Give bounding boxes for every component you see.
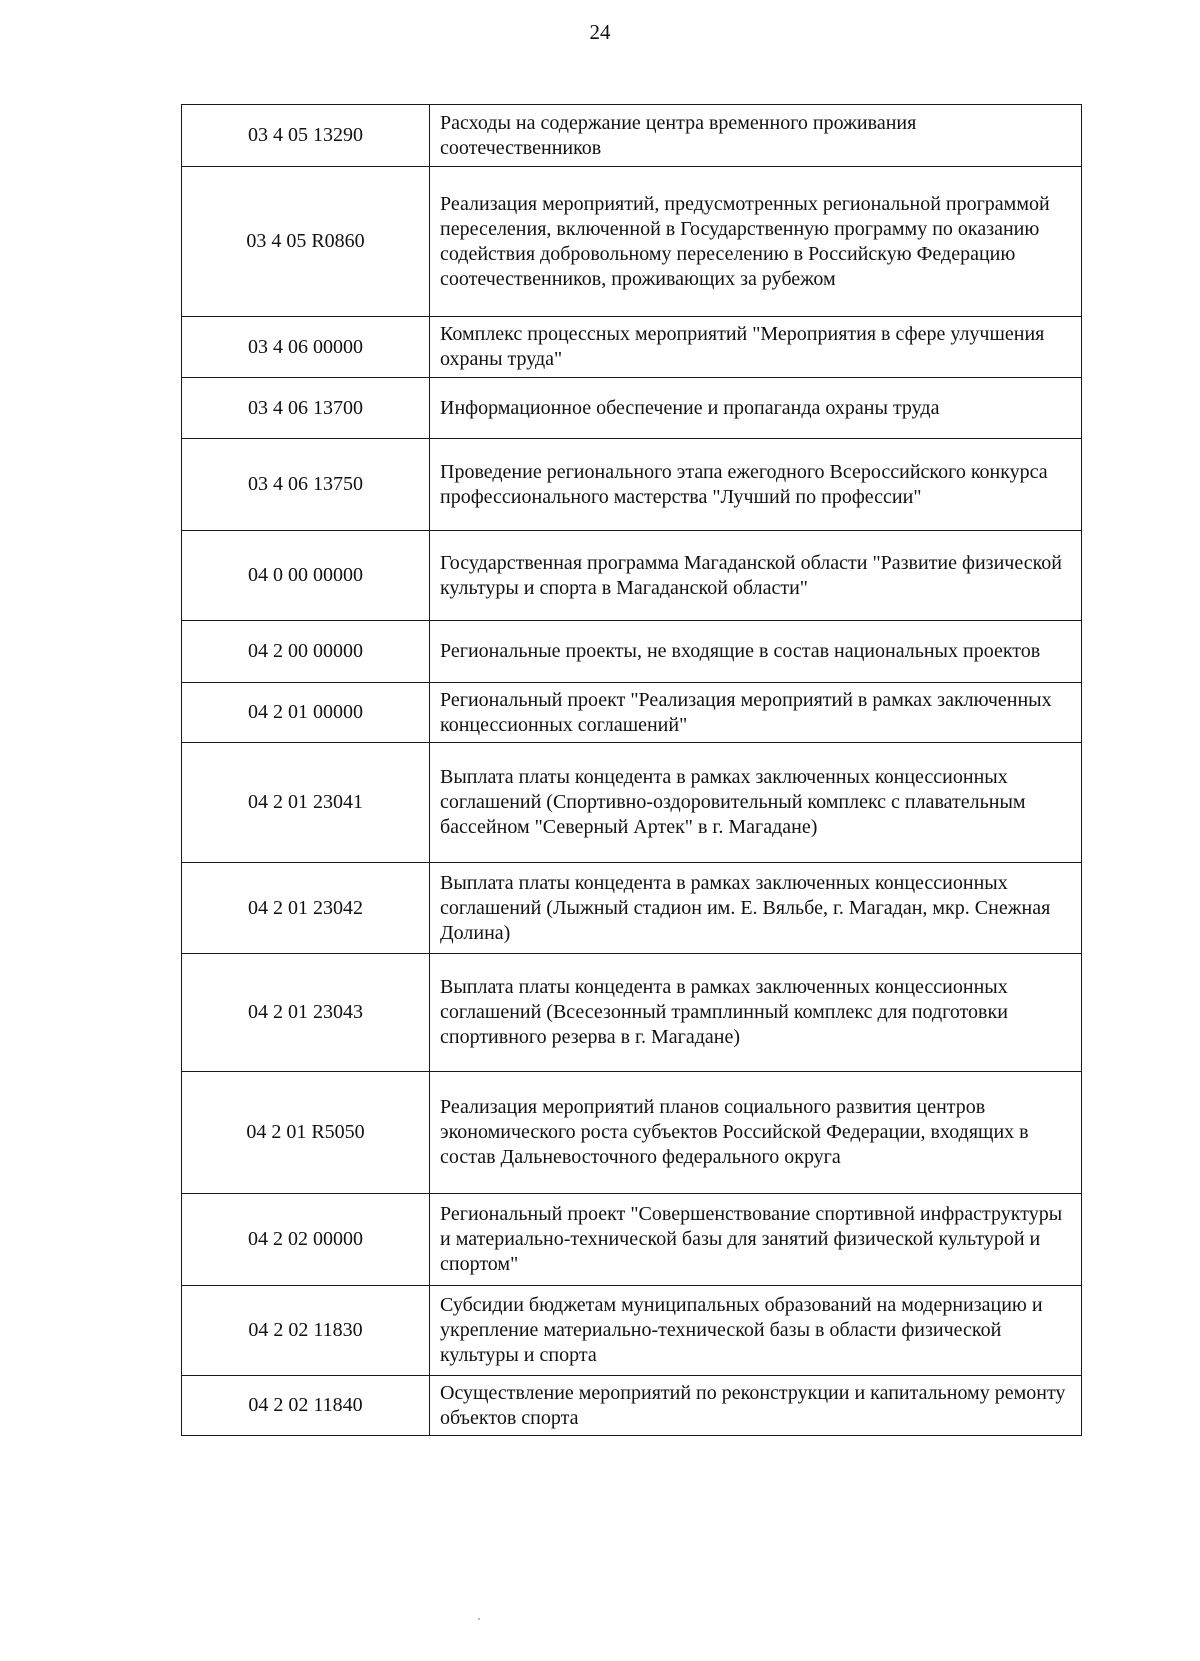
row-code: 04 2 01 23042 bbox=[182, 863, 430, 954]
table-row bbox=[182, 167, 1082, 317]
table-row bbox=[182, 1286, 1082, 1376]
row-description: Информационное обеспечение и пропаганда охраны труда bbox=[430, 378, 1082, 439]
row-code: 03 4 05 13290 bbox=[182, 105, 430, 167]
page-number: 24 bbox=[589, 20, 611, 44]
table-row bbox=[182, 531, 1082, 621]
table-row bbox=[182, 863, 1082, 954]
table-row bbox=[182, 105, 1082, 167]
row-code: 04 2 02 11830 bbox=[182, 1286, 430, 1376]
row-code: 04 2 01 00000 bbox=[182, 683, 430, 743]
row-code: 04 2 01 23043 bbox=[182, 954, 430, 1072]
table-row bbox=[182, 1072, 1082, 1194]
row-code: 04 2 02 00000 bbox=[182, 1194, 430, 1286]
table-row bbox=[182, 439, 1082, 531]
row-description: Выплата платы концедента в рамках заключенных концессионных соглашений (Спортивно-оздоровительный комплекс с плавательным бассейном "Северный Артек" в г. Магадане) bbox=[430, 743, 1082, 863]
table-row bbox=[182, 378, 1082, 439]
row-description: Выплата платы концедента в рамках заключенных концессионных соглашений (Всесезонный трамплинный комплекс для подготовки спортивного резерва в г. Магадане) bbox=[430, 954, 1082, 1072]
row-description: Региональный проект "Реализация мероприятий в рамках заключенных концессионных соглашений" bbox=[430, 683, 1082, 743]
row-code: 03 4 06 00000 bbox=[182, 317, 430, 378]
table-row bbox=[182, 317, 1082, 378]
row-description: Комплекс процессных мероприятий "Мероприятия в сфере улучшения охраны труда" bbox=[430, 317, 1082, 378]
row-description: Региональные проекты, не входящие в состав национальных проектов bbox=[430, 621, 1082, 683]
row-code: 04 2 02 11840 bbox=[182, 1376, 430, 1436]
row-description: Государственная программа Магаданской области "Развитие физической культуры и спорта в Магаданской области" bbox=[430, 531, 1082, 621]
row-description: Реализация мероприятий планов социального развития центров экономического роста субъектов Российской Федерации, входящих в состав Дальневосточного федерального округа bbox=[430, 1072, 1082, 1194]
budget-classification-table bbox=[181, 104, 1082, 1436]
row-code: 04 2 01 R5050 bbox=[182, 1072, 430, 1194]
row-description: Расходы на содержание центра временного проживания соотечественников bbox=[430, 105, 1082, 167]
table-row bbox=[182, 1376, 1082, 1436]
row-description: Осуществление мероприятий по реконструкции и капитальному ремонту объектов спорта bbox=[430, 1376, 1082, 1436]
row-code: 03 4 06 13700 bbox=[182, 378, 430, 439]
table-row bbox=[182, 1194, 1082, 1286]
row-description: Выплата платы концедента в рамках заключенных концессионных соглашений (Лыжный стадион им. Е. Вяльбе, г. Магадан, мкр. Снежная Долина) bbox=[430, 863, 1082, 954]
row-code: 03 4 05 R0860 bbox=[182, 167, 430, 317]
table-row bbox=[182, 954, 1082, 1072]
table-row bbox=[182, 743, 1082, 863]
row-code: 03 4 06 13750 bbox=[182, 439, 430, 531]
table-row bbox=[182, 683, 1082, 743]
row-description: Региональный проект "Совершенствование спортивной инфраструктуры и материально-технической базы для занятий физической культурой и спортом" bbox=[430, 1194, 1082, 1286]
row-description: Реализация мероприятий, предусмотренных региональной программой переселения, включенной в Государственную программу по оказанию содействия добровольному переселению в Российскую Федерацию соотечественников, проживающих за рубежом bbox=[430, 167, 1082, 317]
row-description: Субсидии бюджетам муниципальных образований на модернизацию и укрепление материально-технической базы в области физической культуры и спорта bbox=[430, 1286, 1082, 1376]
row-code: 04 2 00 00000 bbox=[182, 621, 430, 683]
row-code: 04 2 01 23041 bbox=[182, 743, 430, 863]
table-row bbox=[182, 621, 1082, 683]
row-code: 04 0 00 00000 bbox=[182, 531, 430, 621]
scan-speck bbox=[478, 1618, 480, 1620]
row-description: Проведение регионального этапа ежегодного Всероссийского конкурса профессионального мастерства "Лучший по профессии" bbox=[430, 439, 1082, 531]
